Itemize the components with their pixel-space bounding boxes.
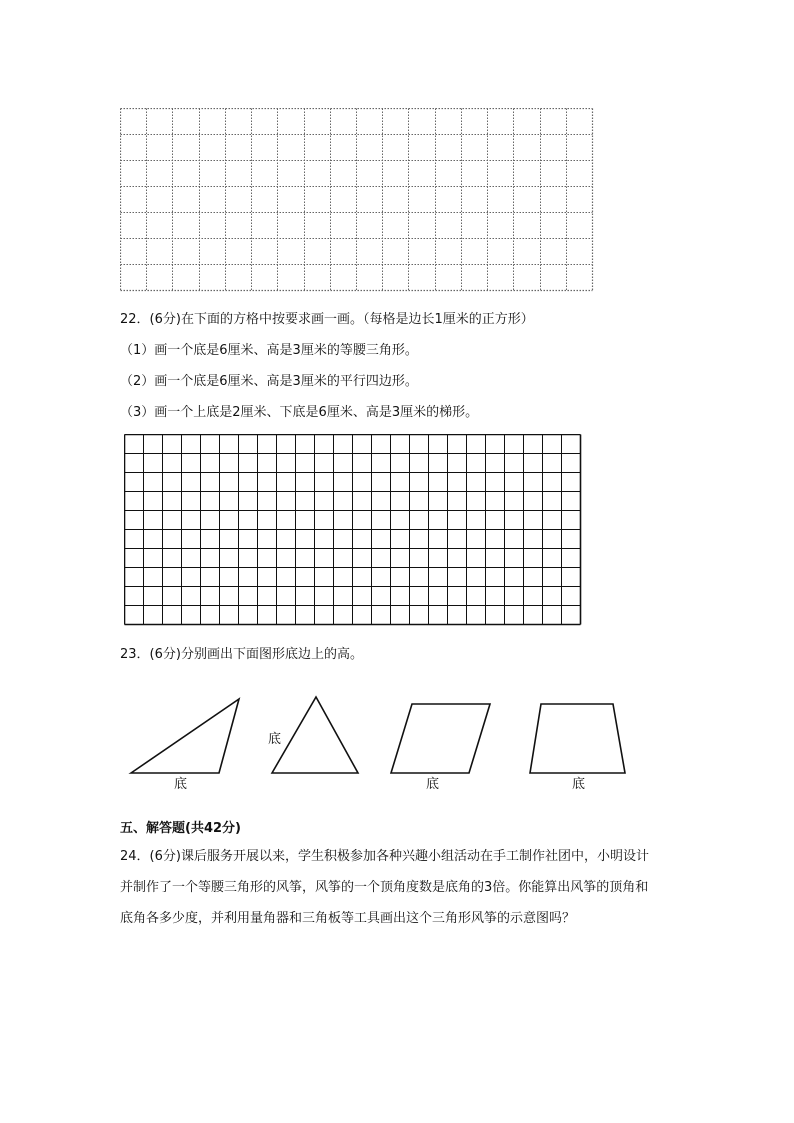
q22-item-3: （3）画一个上底是2厘米、下底是6厘米、高是3厘米的梯形。 (120, 405, 479, 420)
square-grid-q22 (124, 434, 582, 626)
q22-title: 22．(6分)在下面的方格中按要求画一画。（每格是边长1厘米的正方形） (120, 312, 534, 327)
right-triangle-shape (131, 699, 239, 773)
trapezoid-shape (530, 704, 625, 773)
q22-item-1: （1）画一个底是6厘米、高是3厘米的等腰三角形。 (120, 343, 418, 358)
base-label-trapezoid: 底 (572, 777, 586, 792)
q24-text: 24．(6分)课后服务开展以来，学生积极参加各种兴趣小组活动在手工制作社团中，小明设计并制作了一个等腰三角形的风筝，风筝的一个顶角度数是底角的3倍。你能算出风筝的顶角和底角各多少度，并利用量角器和三角板等工具画出这个三角形风筝的示意图吗？ (120, 849, 649, 926)
section-title: 五、解答题(共42分) (120, 821, 241, 836)
dotted-grid-top (120, 108, 594, 292)
parallelogram-shape (391, 704, 490, 773)
q23-figures (120, 690, 640, 800)
base-label-triangle-isosceles: 底 (268, 732, 282, 747)
base-label-parallelogram: 底 (426, 777, 440, 792)
base-label-triangle-right: 底 (174, 777, 188, 792)
isosceles-triangle-shape (272, 697, 358, 773)
q22-item-2: （2）画一个底是6厘米、高是3厘米的平行四边形。 (120, 374, 418, 389)
q23-title: 23．(6分)分别画出下面图形底边上的高。 (120, 647, 363, 662)
